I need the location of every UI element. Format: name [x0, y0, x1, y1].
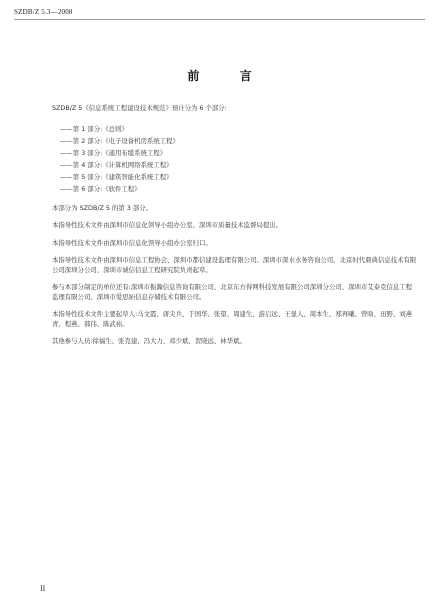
header-divider [14, 19, 425, 20]
drafting-units-paragraph: 本指导性技术文件由深圳市信息工程协会、深圳市都信建设监理有限公司、深圳市深水水务咨询公司、北京时代鼎典信息技术有限公司深圳分公司、深圳市诚信信息工程研究院负责起草。 [52, 256, 417, 274]
list-item: ——第 3 部分:《通用布缆系统工程》 [60, 148, 167, 157]
list-item: ——第 1 部分:《总则》 [60, 124, 128, 133]
intro-paragraph: SZDB/Z 5《信息系统工程建设技术规范》预计分为 6 个部分: [52, 104, 227, 112]
document-code: SZDB/Z 5.3—2008 [14, 8, 73, 16]
page-title: 前 言 [187, 69, 270, 83]
list-item: ——第 5 部分:《建筑智能化系统工程》 [60, 173, 173, 182]
participating-units-paragraph: 参与本部分制定的单位还有:深圳市振瀚信息咨询有限公司、北京东方得网科技发展有限公司深圳分公司、深圳市艾泰克信息工程监理有限公司、深圳市爱思拓信息存储技术有限公司。 [52, 283, 413, 301]
proposer-paragraph: 本指导性技术文件由深圳市信息化领导小组办公室、深圳市质量技术监督局提出。 [52, 221, 283, 230]
list-item: ——第 2 部分:《电子设备机房系统工程》 [60, 136, 179, 145]
other-participants-paragraph: 其他参与人员:徐福生、张克建、冯大力、邓少斌、贺晓远、林华斌。 [52, 337, 246, 346]
page-number: II [40, 584, 46, 593]
parts-list [52, 123, 418, 196]
document-body [52, 104, 418, 355]
list-item: ——第 4 部分:《计算机网络系统工程》 [60, 161, 173, 170]
list-item: ——第 6 部分:《软件工程》 [60, 185, 141, 194]
administration-paragraph: 本指导性技术文件由深圳市信息化领导小组办公室归口。 [52, 238, 212, 247]
part-statement-paragraph: 本部分为 SZDB/Z 5 的第 3 部分。 [52, 203, 153, 212]
main-drafters-paragraph: 本指导性技术文件主要起草人:马文霞、唐尖兵、于国华、张望、周建生、游启远、王显人、周本生、郑再曦、曾晗、田野、刘燕青、程燕、郝伟、陈武裕。 [52, 310, 413, 328]
